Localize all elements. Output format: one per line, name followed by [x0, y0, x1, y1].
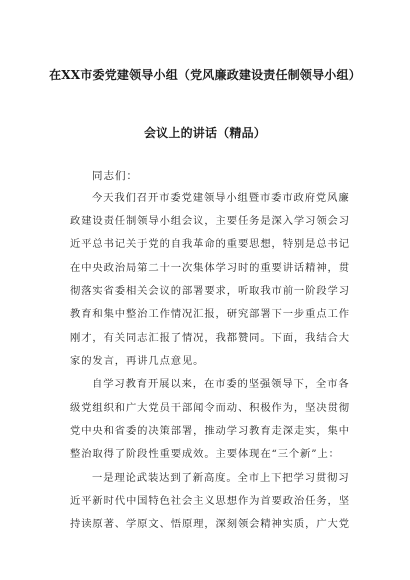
body-line: 近平总书记关于党的自我革命的重要思想，特别是总书记 — [70, 238, 350, 250]
body-line: 在中央政治局第二十一次集体学习时的重要讲话精神，贯 — [70, 262, 350, 274]
body-line: 近平新时代中国特色社会主义思想作为首要政治任务，坚 — [70, 495, 350, 507]
body-line: 教育和集中整治工作情况汇报，研究部署下一步重点工作 — [70, 308, 350, 320]
body-line: 整治取得了阶段性重要成效。主要体现在“三个新”上： — [70, 448, 340, 460]
document-subtitle: 会议上的讲话（精品） — [143, 126, 266, 140]
body-line: 彻落实省委相关会议的部署要求，听取我市前一阶段学习 — [70, 285, 350, 297]
body-line: 自学习教育开展以来，在市委的坚强领导下，全市各 — [92, 378, 350, 390]
body-line: 政建设责任制领导小组会议，主要任务是深入学习领会习 — [70, 215, 350, 227]
salutation: 同志们： — [92, 170, 138, 182]
body-line: 家的发言，再讲几点意见。 — [70, 355, 205, 367]
body-line: 持读原著、学原文、悟原理，深刻领会精神实质，广大党 — [70, 518, 350, 530]
body-line: 今天我们召开市委党建领导小组暨市委市政府党风廉 — [92, 192, 350, 204]
body-line: 一是理论武装达到了新高度。全市上下把学习贯彻习 — [92, 472, 350, 484]
document-title: 在XX市委党建领导小组（党风廉政建设责任制领导小组） — [49, 68, 361, 82]
body-line: 党中央和省委的决策部署，推动学习教育走深走实，集中 — [70, 425, 350, 437]
body-line: 刚才，有关同志汇报了情况，我都赞同。下面，我结合大 — [70, 332, 350, 344]
body-line: 级党组织和广大党员干部闻令而动、积极作为，坚决贯彻 — [70, 402, 350, 414]
